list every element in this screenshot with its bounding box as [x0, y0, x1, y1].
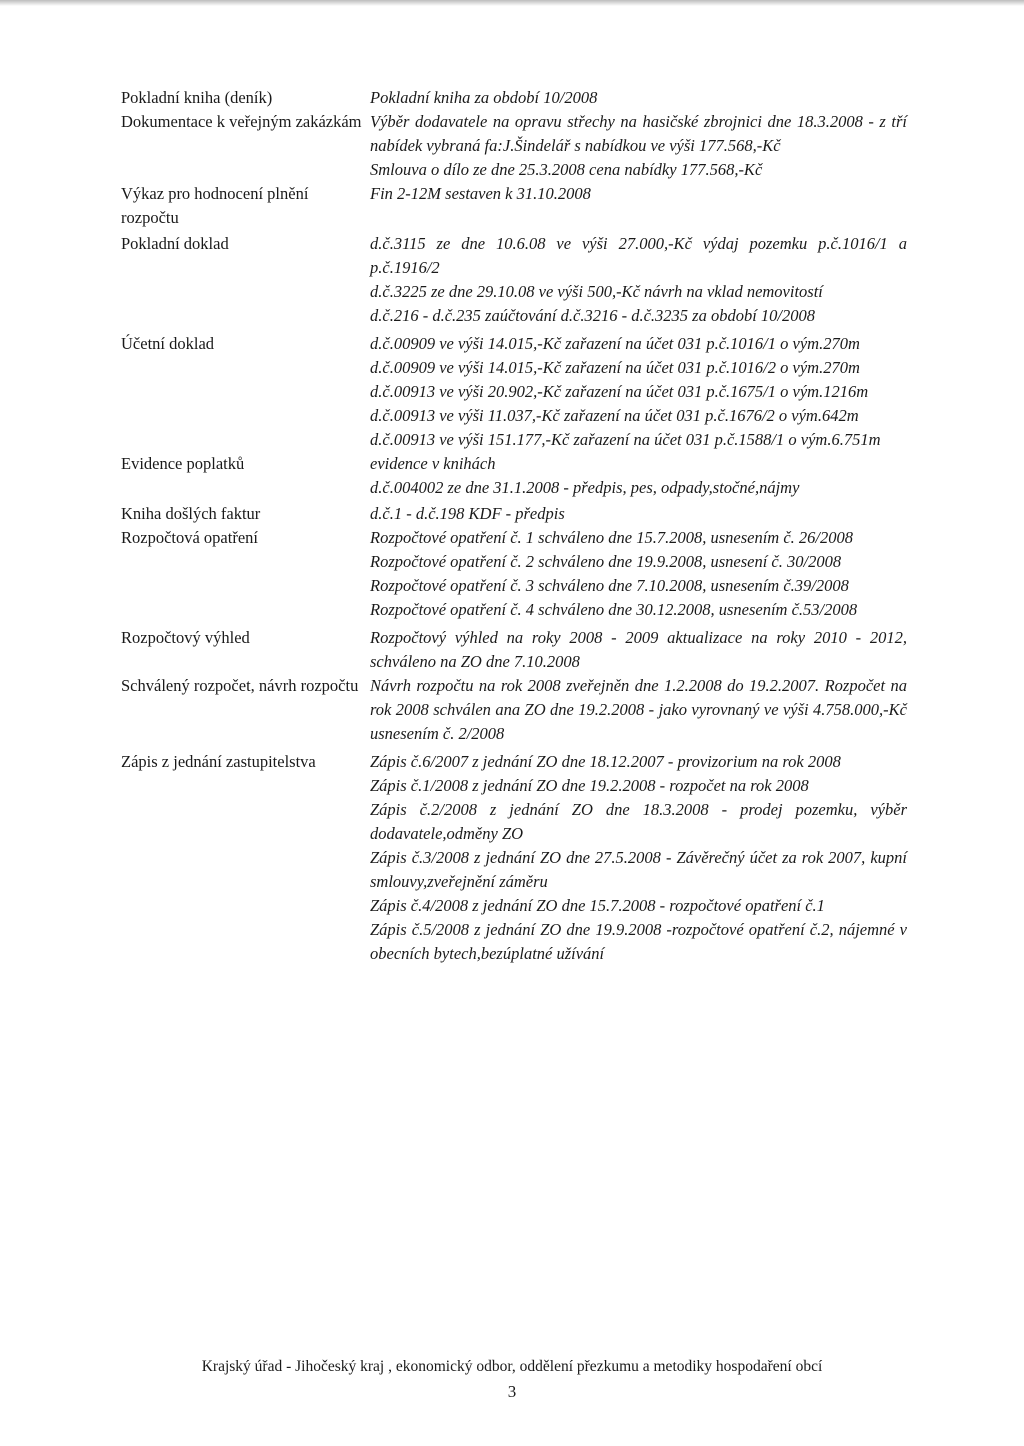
row-dokumentace-zakazky	[121, 110, 907, 182]
row-values	[370, 502, 907, 526]
row-entry: d.č.00909 ve výši 14.015,-Kč zařazení na účet 031 p.č.1016/2 o vým.270m	[370, 358, 860, 377]
row-label: Zápis z jednání zastupitelstva	[121, 752, 316, 771]
row-entry: Zápis č.6/2007 z jednání ZO dne 18.12.2007 - provizorium na rok 2008	[370, 752, 841, 771]
row-evidence-poplatku	[121, 452, 907, 500]
page-footer: Krajský úřad - Jihočeský kraj , ekonomický odbor, oddělení přezkumu a metodiky hospodaření obcí	[201, 1358, 823, 1375]
page-number: 3	[507, 1382, 517, 1401]
row-label: Rozpočtová opatření	[121, 528, 258, 547]
row-label: Schválený rozpočet, návrh rozpočtu	[121, 676, 359, 695]
row-values	[370, 452, 907, 500]
row-vykaz-plneni	[121, 182, 907, 230]
row-values	[370, 750, 907, 966]
row-label: Pokladní kniha (deník)	[121, 88, 273, 107]
row-entry: Zápis č.5/2008 z jednání ZO dne 19.9.2008 -rozpočtové opatření č.2, nájemné v obecních bytech,bezúplatné užívání	[370, 920, 907, 963]
row-entry: d.č.004002 ze dne 31.1.2008 - předpis, pes, odpady,stočné,nájmy	[370, 478, 800, 497]
row-entry: d.č.216 - d.č.235 zaúčtování d.č.3216 - d.č.3235 za období 10/2008	[370, 306, 815, 325]
row-label: Výkaz pro hodnocení plnění rozpočtu	[121, 184, 309, 227]
row-values	[370, 86, 907, 110]
row-entry: Výběr dodavatele na opravu střechy na hasičské zbrojnici dne 18.3.2008 - z tří nabídek vybraná fa:J.Šindelář s nabídkou ve výši 177.568,-Kč	[370, 112, 907, 155]
row-label: Kniha došlých faktur	[121, 504, 261, 523]
row-values	[370, 626, 907, 674]
row-label: Pokladní doklad	[121, 234, 229, 253]
scan-edge	[0, 0, 1024, 6]
row-pokladni-kniha	[121, 86, 907, 110]
row-values	[370, 182, 907, 206]
row-entry: Zápis č.1/2008 z jednání ZO dne 19.2.2008 - rozpočet na rok 2008	[370, 776, 809, 795]
row-entry: d.č.00909 ve výši 14.015,-Kč zařazení na účet 031 p.č.1016/1 o vým.270m	[370, 334, 860, 353]
row-rozpoctovy-vyhled	[121, 626, 907, 674]
row-entry: Pokladní kniha za období 10/2008	[370, 88, 598, 107]
row-entry: d.č.3115 ze dne 10.6.08 ve výši 27.000,-Kč výdaj pozemku p.č.1016/1 a p.č.1916/2	[370, 234, 907, 277]
row-entry: d.č.3225 ze dne 29.10.08 ve výši 500,-Kč návrh na vklad nemovitostí	[370, 282, 823, 301]
row-rozpoctova-opatreni	[121, 526, 907, 622]
row-entry: Rozpočtové opatření č. 3 schváleno dne 7.10.2008, usnesením č.39/2008	[370, 576, 849, 595]
row-values	[370, 110, 907, 182]
row-values	[370, 526, 907, 622]
row-entry: Smlouva o dílo ze dne 25.3.2008 cena nabídky 177.568,-Kč	[370, 160, 763, 179]
row-values	[370, 674, 907, 746]
row-entry: d.č.00913 ve výši 20.902,-Kč zařazení na účet 031 p.č.1675/1 o vým.1216m	[370, 382, 869, 401]
row-entry: Zápis č.4/2008 z jednání ZO dne 15.7.2008 - rozpočtové opatření č.1	[370, 896, 825, 915]
row-label: Evidence poplatků	[121, 454, 245, 473]
row-label: Účetní doklad	[121, 334, 215, 353]
row-values	[370, 232, 907, 328]
row-entry: Rozpočtové opatření č. 1 schváleno dne 15.7.2008, usnesením č. 26/2008	[370, 528, 853, 547]
row-ucetni-doklad	[121, 332, 907, 452]
row-entry: d.č.1 - d.č.198 KDF - předpis	[370, 504, 565, 523]
row-label: Rozpočtový výhled	[121, 628, 250, 647]
row-schvaleny-rozpocet	[121, 674, 907, 746]
row-label: Dokumentace k veřejným zakázkám	[121, 112, 362, 131]
review-table	[121, 86, 907, 966]
row-entry: Zápis č.2/2008 z jednání ZO dne 18.3.2008 - prodej pozemku, výběr dodavatele,odměny ZO	[370, 800, 907, 843]
row-entry: d.č.00913 ve výši 151.177,-Kč zařazení na účet 031 p.č.1588/1 o vým.6.751m	[370, 430, 881, 449]
row-entry: Návrh rozpočtu na rok 2008 zveřejněn dne 1.2.2008 do 19.2.2007. Rozpočet na rok 2008 schválen ana ZO dne 19.2.2008 - jako vyrovnaný ve výši 4.758.000,-Kč usnesením č. 2/2008	[370, 676, 907, 743]
row-entry: evidence v knihách	[370, 454, 496, 473]
row-pokladni-doklad	[121, 232, 907, 328]
row-kniha-faktur	[121, 502, 907, 526]
row-values	[370, 332, 907, 452]
row-entry: Rozpočtový výhled na roky 2008 - 2009 aktualizace na roky 2010 - 2012, schváleno na ZO dne 7.10.2008	[370, 628, 907, 671]
row-entry: Zápis č.3/2008 z jednání ZO dne 27.5.2008 - Závěrečný účet za rok 2007, kupní smlouvy,zveřejnění záměru	[370, 848, 907, 891]
row-entry: Fin 2-12M sestaven k 31.10.2008	[370, 184, 591, 203]
row-entry: Rozpočtové opatření č. 4 schváleno dne 30.12.2008, usnesením č.53/2008	[370, 600, 858, 619]
row-entry: d.č.00913 ve výši 11.037,-Kč zařazení na účet 031 p.č.1676/2 o vým.642m	[370, 406, 859, 425]
row-zapis-zastupitelstva	[121, 750, 907, 966]
row-entry: Rozpočtové opatření č. 2 schváleno dne 19.9.2008, usnesení č. 30/2008	[370, 552, 842, 571]
